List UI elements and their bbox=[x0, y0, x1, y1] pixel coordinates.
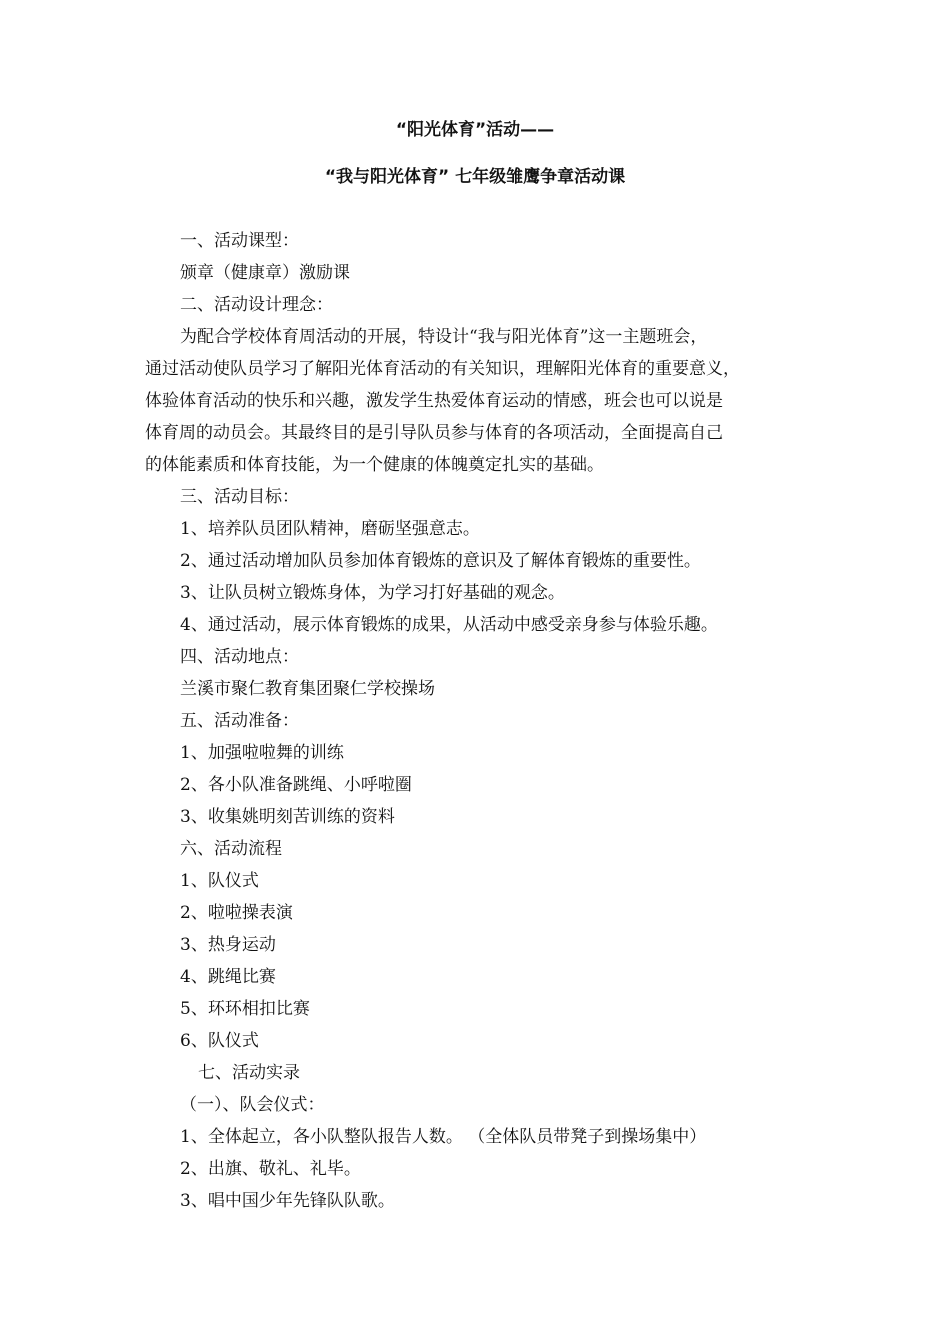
paragraph-lesson-type: 颁章（健康章）激励课 bbox=[180, 263, 350, 283]
document-title-line1: “阳光体育”活动—— bbox=[395, 120, 555, 140]
list-item: 1、全体起立，各小队整队报告人数。 （全体队员带凳子到操场集中） bbox=[180, 1127, 707, 1147]
paragraph-line: 体育周的动员会。其最终目的是引导队员参与体育的各项活动，全面提高自己 bbox=[145, 423, 723, 443]
section-heading-process: 六、活动流程 bbox=[180, 839, 282, 859]
list-item: 3、热身运动 bbox=[180, 935, 276, 955]
paragraph-line: 的体能素质和体育技能，为一个健康的体魄奠定扎实的基础。 bbox=[145, 455, 604, 475]
list-item: 3、让队员树立锻炼身体，为学习打好基础的观念。 bbox=[180, 583, 565, 603]
list-item: 3、收集姚明刻苦训练的资料 bbox=[180, 807, 395, 827]
list-item: 2、出旗、敬礼、礼毕。 bbox=[180, 1159, 361, 1179]
list-item: 2、通过活动增加队员参加体育锻炼的意识及了解体育锻炼的重要性。 bbox=[180, 551, 701, 571]
section-heading-lesson-type: 一、活动课型： bbox=[180, 231, 299, 251]
section-heading-location: 四、活动地点： bbox=[180, 647, 299, 667]
section-heading-preparation: 五、活动准备： bbox=[180, 711, 299, 731]
list-item: 5、环环相扣比赛 bbox=[180, 999, 310, 1019]
list-item: 4、跳绳比赛 bbox=[180, 967, 276, 987]
list-item: 1、加强啦啦舞的训练 bbox=[180, 743, 344, 763]
list-item: 6、队仪式 bbox=[180, 1031, 259, 1051]
list-item: 2、啦啦操表演 bbox=[180, 903, 293, 923]
section-heading-design-concept: 二、活动设计理念： bbox=[180, 295, 333, 315]
section-heading-record: 七、活动实录 bbox=[198, 1063, 300, 1083]
paragraph-line: 为配合学校体育周活动的开展，特设计“我与阳光体育”这一主题班会， bbox=[180, 327, 708, 347]
document-title-line2: “我与阳光体育” 七年级雏鹰争章活动课 bbox=[324, 167, 626, 187]
paragraph-location: 兰溪市聚仁教育集团聚仁学校操场 bbox=[180, 679, 435, 699]
list-item: 1、队仪式 bbox=[180, 871, 259, 891]
list-item: 1、培养队员团队精神，磨砺坚强意志。 bbox=[180, 519, 480, 539]
list-item: 2、各小队准备跳绳、小呼啦圈 bbox=[180, 775, 412, 795]
list-item: 4、通过活动，展示体育锻炼的成果，从活动中感受亲身参与体验乐趣。 bbox=[180, 615, 718, 635]
section-heading-goals: 三、活动目标： bbox=[180, 487, 299, 507]
subsection-heading-ceremony: （一）、队会仪式： bbox=[180, 1095, 325, 1115]
list-item: 3、唱中国少年先锋队队歌。 bbox=[180, 1191, 395, 1211]
paragraph-line: 通过活动使队员学习了解阳光体育活动的有关知识，理解阳光体育的重要意义， bbox=[145, 359, 740, 379]
paragraph-line: 体验体育活动的快乐和兴趣，激发学生热爱体育运动的情感，班会也可以说是 bbox=[145, 391, 723, 411]
